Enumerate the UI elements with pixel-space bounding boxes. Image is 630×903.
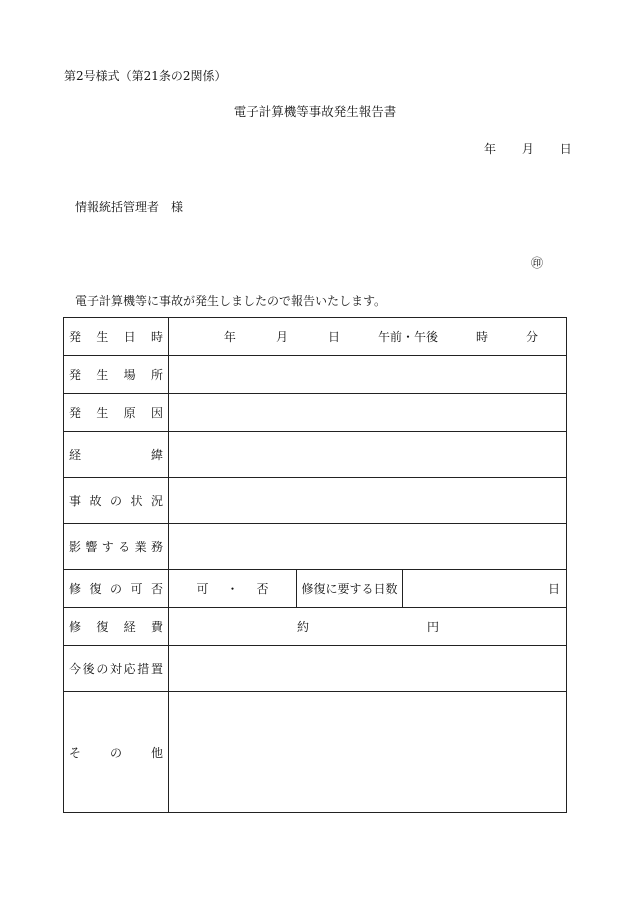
label-occurrence-cause: 発 生 原 因 <box>64 394 169 432</box>
occurrence-cause-field[interactable] <box>169 394 567 432</box>
other-field[interactable] <box>169 692 567 813</box>
row-repair-possible <box>64 570 567 608</box>
row-affected-work <box>64 524 567 570</box>
repair-days-field[interactable] <box>403 570 567 608</box>
form-number: 第2号様式（第21条の2関係） <box>64 69 227 83</box>
option-impossible[interactable]: 否 <box>256 582 269 596</box>
label-other: そ の 他 <box>64 692 169 813</box>
recipient: 情報統括管理者 様 <box>75 200 184 214</box>
row-background <box>64 432 567 478</box>
intro-text: 電子計算機等に事故が発生しましたので報告いたします。 <box>75 294 387 308</box>
repair-cost-field[interactable] <box>169 608 567 646</box>
row-other <box>64 692 567 813</box>
repair-cost-unit: 円 <box>427 620 440 634</box>
option-possible[interactable]: 可 <box>196 582 209 596</box>
label-repair-possible: 修 復 の 可 否 <box>64 570 169 608</box>
background-field[interactable] <box>169 432 567 478</box>
repair-possible-field[interactable] <box>169 570 297 608</box>
row-future-measures <box>64 646 567 692</box>
situation-field[interactable] <box>169 478 567 524</box>
document-title: 電子計算機等事故発生報告書 <box>233 104 397 119</box>
occurrence-datetime-field[interactable]: 年 月 日 午前・午後 時 分 <box>169 318 567 356</box>
label-affected-work: 影 響 す る 業 務 <box>64 524 169 570</box>
label-future-measures: 今 後 の 対 応 措 置 <box>64 646 169 692</box>
affected-work-field[interactable] <box>169 524 567 570</box>
occurrence-place-field[interactable] <box>169 356 567 394</box>
date-day-label: 日 <box>559 142 572 156</box>
label-repair-cost: 修 復 経 費 <box>64 608 169 646</box>
label-background: 経 緯 <box>64 432 169 478</box>
seal-mark: ㊞ <box>531 256 544 270</box>
repair-days-unit: 日 <box>548 582 561 596</box>
row-occurrence-cause <box>64 394 567 432</box>
future-measures-field[interactable] <box>169 646 567 692</box>
label-repair-days: 修復に要する日数 <box>297 570 403 608</box>
row-occurrence-datetime <box>64 318 567 356</box>
label-situation: 事 故 の 状 況 <box>64 478 169 524</box>
date-year-label: 年 <box>484 142 497 156</box>
report-date <box>484 140 572 157</box>
date-month-label: 月 <box>521 142 534 156</box>
label-occurrence-place: 発 生 場 所 <box>64 356 169 394</box>
report-form-table <box>63 317 567 813</box>
option-separator: ・ <box>226 582 239 596</box>
label-occurrence-datetime: 発 生 日 時 <box>64 318 169 356</box>
row-situation <box>64 478 567 524</box>
row-occurrence-place <box>64 356 567 394</box>
repair-cost-approx: 約 <box>297 620 310 634</box>
row-repair-cost <box>64 608 567 646</box>
